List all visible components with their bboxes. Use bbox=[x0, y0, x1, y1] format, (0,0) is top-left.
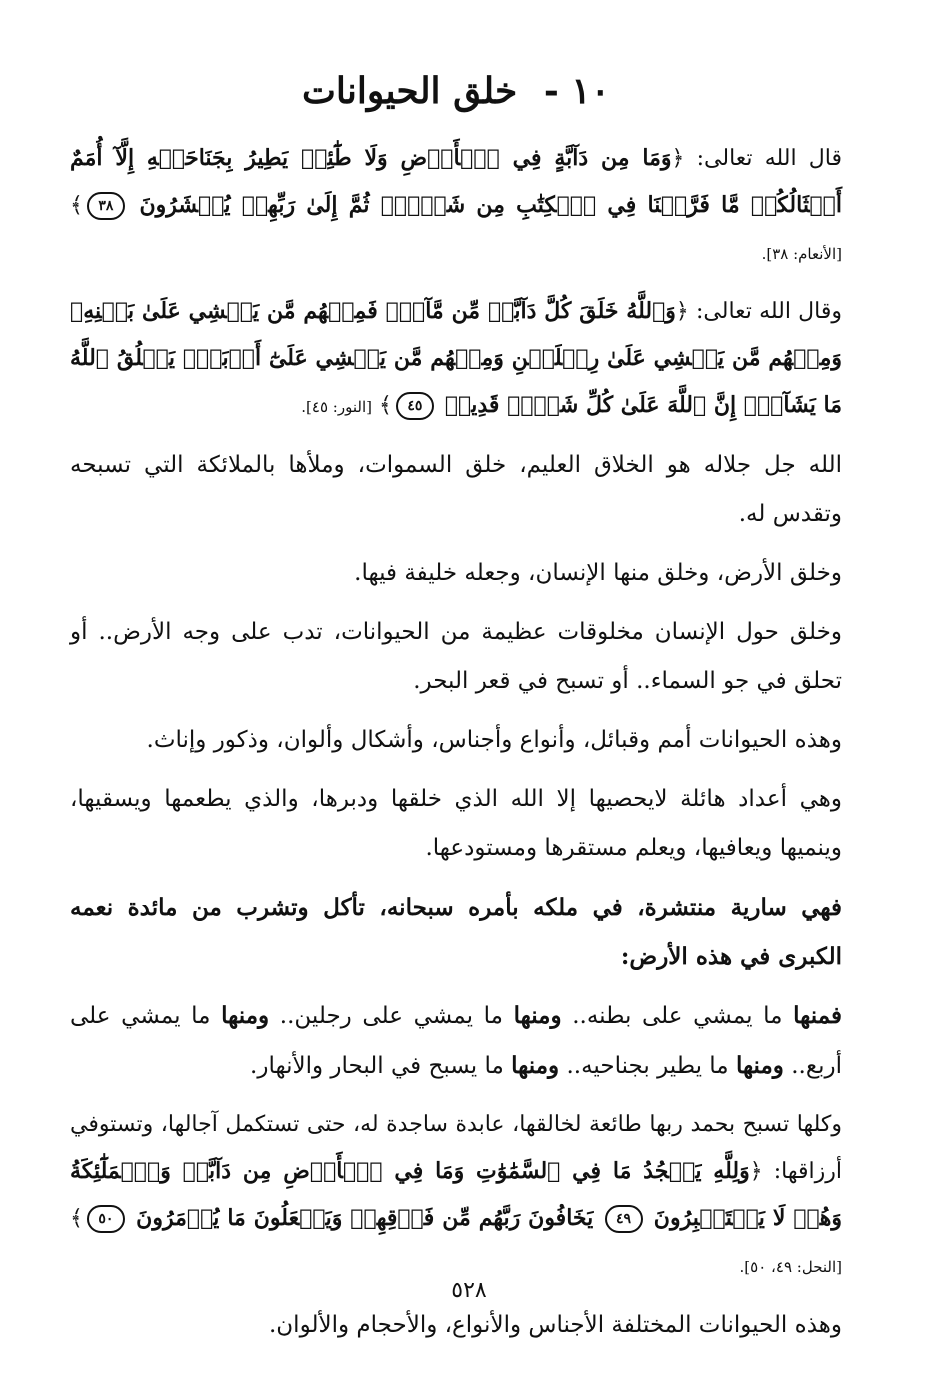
ornate-bracket-open: ﴿ bbox=[749, 1159, 763, 1185]
verse-text: وَمَا مِن دَآبَّةٍ فِي ٱلۡأَرۡضِ وَلَا طَٰٓئِرٖ يَطِيرُ بِجَنَاحَيۡهِ إِلَّآ أُمَمٌ أَمۡثَالُكُمۚ مَّا فَرَّطۡنَا فِي ٱلۡكِتَٰبِ مِن شَيۡءٖۚ ثُمَّ إِلَىٰ رَبِّهِمۡ يُحۡشَرُونَ bbox=[70, 145, 842, 219]
verse-reference: [النور: ٤٥]. bbox=[301, 398, 372, 417]
quote-intro: قال الله تعالى: bbox=[696, 146, 842, 172]
paragraph: وخلق حول الإنسان مخلوقات عظيمة من الحيوانات، تدب على وجه الأرض.. أو تحلق في جو السماء.. أو تسبح في قعر البحر. bbox=[70, 619, 842, 695]
kind-lead: ومنها bbox=[735, 1052, 784, 1080]
quran-quote-1 bbox=[70, 135, 842, 278]
quran-quote-2 bbox=[70, 288, 842, 431]
kind-lead: ومنها bbox=[513, 1002, 562, 1030]
verse-text: وَلِلَّهِ يَسۡجُدُ مَا فِي ٱلسَّمَٰوَٰتِ وَمَا فِي ٱلۡأَرۡضِ مِن دَآبَّةٖ وَٱلۡمَلَٰٓئِكَةُ وَهُمۡ لَا يَسۡتَكۡبِرُونَ bbox=[70, 1158, 842, 1232]
verse-reference: [النحل: ٤٩، ٥٠]. bbox=[739, 1258, 842, 1277]
ayah-number: ٤٥ bbox=[396, 392, 434, 420]
paragraph: وهذه الحيوانات أمم وقبائل، وأنواع وأجناس، وأشكال وألوان، وذكور وإناث. bbox=[146, 727, 842, 754]
kind-text: ما يسبح في البحار والأنهار. bbox=[250, 1053, 504, 1080]
kind-text: ما يمشي على بطنه.. bbox=[572, 1003, 783, 1030]
kinds-paragraph bbox=[70, 991, 842, 1091]
kind-lead: ومنها bbox=[221, 1002, 270, 1030]
ayah-number: ٣٨ bbox=[87, 192, 125, 220]
chapter-title-text: خلق الحيوانات bbox=[302, 70, 518, 112]
chapter-number: ١٠ - bbox=[543, 70, 610, 112]
ayah-number: ٥٠ bbox=[87, 1205, 125, 1233]
quote-intro: وقال الله تعالى: bbox=[696, 299, 842, 325]
kind-lead: فمنها bbox=[793, 1002, 842, 1030]
page-number: ٥٢٨ bbox=[451, 1278, 487, 1303]
quran-quote-3 bbox=[70, 1101, 842, 1291]
ornate-bracket-close: ﴾ bbox=[70, 1206, 83, 1232]
ornate-bracket-open: ﴿ bbox=[671, 146, 685, 172]
verse-text: وَٱللَّهُ خَلَقَ كُلَّ دَآبَّةٖ مِّن مَّآءٖۖ فَمِنۡهُم مَّن يَمۡشِي عَلَىٰ بَطۡنِهِۦ وَمِنۡهُم مَّن يَمۡشِي عَلَىٰ رِجۡلَيۡنِ وَمِنۡهُم مَّن يَمۡشِي عَلَىٰٓ أَرۡبَعٖۚ يَخۡلُقُ ٱللَّهُ مَا يَشَآءُۚ إِنَّ ٱللَّهَ عَلَىٰ كُلِّ شَيۡءٖ قَدِيرٞ bbox=[70, 298, 843, 419]
paragraph: وخلق الأرض، وخلق منها الإنسان، وجعله خليفة فيها. bbox=[354, 560, 842, 587]
bold-paragraph: فهي سارية منتشرة، في ملكه بأمره سبحانه، تأكل وتشرب من مائدة نعمه الكبرى في هذه الأرض: bbox=[70, 894, 842, 971]
closing-paragraph: وهذه الحيوانات المختلفة الأجناس والأنواع، والأحجام والألوان. bbox=[268, 1312, 842, 1339]
paragraph: الله جل جلاله هو الخلاق العليم، خلق السموات، وملأها بالملائكة التي تسبحه وتقدس له. bbox=[70, 452, 842, 528]
kind-text: ما يطير بجناحيه.. bbox=[566, 1053, 729, 1080]
ornate-bracket-close: ﴾ bbox=[70, 193, 83, 219]
paragraph: وهي أعداد هائلة لايحصيها إلا الله الذي خلقها ودبرها، والذي يطعمها ويسقيها، وينميها ويعافيها، ويعلم مستقرها ومستودعها. bbox=[70, 786, 842, 862]
quote-intro: وكلها تسبح بحمد ربها طائعة لخالقها، عابدة ساجدة له، حتى تستكمل آجالها، وتستوفي أرزاقها: bbox=[70, 1112, 843, 1185]
kind-text: ما يمشي على أربع.. bbox=[70, 1003, 842, 1080]
kind-text: ما يمشي على رجلين.. bbox=[279, 1003, 503, 1030]
ayah-number: ٤٩ bbox=[605, 1205, 643, 1233]
kind-lead: ومنها bbox=[511, 1052, 560, 1080]
ornate-bracket-close: ﴾ bbox=[378, 393, 392, 419]
verse-reference: [الأنعام: ٣٨]. bbox=[761, 245, 842, 264]
verse-text: يَخَافُونَ رَبَّهُم مِّن فَوۡقِهِمۡ وَيَفۡعَلُونَ مَا يُؤۡمَرُونَ bbox=[136, 1205, 594, 1232]
chapter-title bbox=[70, 70, 842, 113]
ornate-bracket-open: ﴿ bbox=[675, 299, 689, 325]
